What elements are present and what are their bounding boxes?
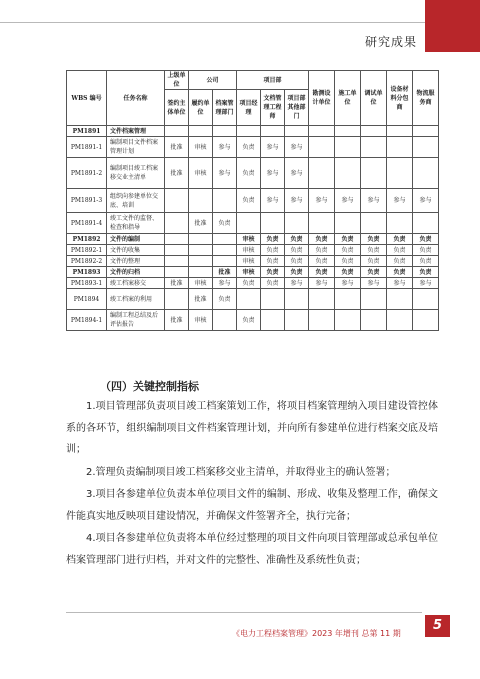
cell-responsibility: 参与 bbox=[261, 137, 285, 158]
cell-responsibility bbox=[165, 256, 189, 267]
cell-wbs: PM1891-4 bbox=[67, 213, 107, 234]
cell-responsibility: 负责 bbox=[387, 234, 413, 245]
table-row bbox=[67, 137, 439, 158]
cell-task: 编制项目文件档案管理计划 bbox=[107, 137, 165, 158]
cell-responsibility bbox=[213, 189, 237, 213]
cell-responsibility: 负责 bbox=[237, 278, 261, 289]
page-number: 5 bbox=[425, 615, 450, 637]
cell-responsibility: 参与 bbox=[309, 278, 335, 289]
cell-responsibility bbox=[237, 289, 261, 310]
cell-responsibility: 参与 bbox=[387, 189, 413, 213]
cell-responsibility: 负责 bbox=[309, 267, 335, 278]
col-header-archive-engineer: 文档管理工程师 bbox=[261, 90, 285, 126]
cell-responsibility: 参与 bbox=[261, 158, 285, 189]
cell-responsibility bbox=[189, 256, 213, 267]
cell-responsibility: 批准 bbox=[189, 289, 213, 310]
cell-wbs: PM1894-1 bbox=[67, 310, 107, 331]
cell-responsibility: 负责 bbox=[237, 189, 261, 213]
cell-wbs: PM1891 bbox=[67, 126, 107, 137]
cell-wbs: PM1892-2 bbox=[67, 256, 107, 267]
col-header-owner-unit: 签约主体单位 bbox=[165, 90, 189, 126]
cell-task: 竣工文件的监督、检查和指导 bbox=[107, 213, 165, 234]
paragraph-2: 2.管理负责编制项目竣工档案移交业主清单，并取得业主的确认签署； bbox=[86, 466, 396, 478]
cell-responsibility bbox=[335, 158, 361, 189]
cell-responsibility: 负责 bbox=[213, 289, 237, 310]
cell-task: 文件的整理 bbox=[107, 256, 165, 267]
cell-responsibility bbox=[309, 289, 335, 310]
col-header-project-dept: 项目部 bbox=[237, 71, 309, 90]
cell-responsibility: 负责 bbox=[361, 256, 387, 267]
cell-responsibility bbox=[309, 158, 335, 189]
cell-responsibility: 负责 bbox=[387, 267, 413, 278]
cell-responsibility: 负责 bbox=[261, 256, 285, 267]
cell-responsibility: 负责 bbox=[237, 310, 261, 331]
cell-responsibility bbox=[387, 289, 413, 310]
cell-responsibility bbox=[335, 289, 361, 310]
cell-responsibility: 审核 bbox=[237, 267, 261, 278]
body-text bbox=[66, 396, 438, 572]
col-header-performance-unit: 履约单位 bbox=[189, 90, 213, 126]
cell-responsibility: 参与 bbox=[213, 278, 237, 289]
table-row bbox=[67, 256, 439, 267]
cell-responsibility bbox=[413, 310, 439, 331]
cell-responsibility: 审核 bbox=[237, 245, 261, 256]
col-header-commissioning: 调试单位 bbox=[361, 71, 387, 126]
cell-responsibility bbox=[285, 126, 309, 137]
cell-wbs: PM1893-1 bbox=[67, 278, 107, 289]
cell-responsibility bbox=[285, 213, 309, 234]
cell-responsibility: 负责 bbox=[285, 245, 309, 256]
cell-responsibility: 审核 bbox=[189, 310, 213, 331]
cell-responsibility bbox=[189, 267, 213, 278]
cell-responsibility bbox=[361, 137, 387, 158]
cell-responsibility: 参与 bbox=[261, 189, 285, 213]
cell-wbs: PM1891-1 bbox=[67, 137, 107, 158]
cell-wbs: PM1891-2 bbox=[67, 158, 107, 189]
cell-responsibility: 参与 bbox=[387, 278, 413, 289]
cell-responsibility bbox=[261, 289, 285, 310]
cell-responsibility bbox=[165, 234, 189, 245]
col-header-logistics: 物流服务商 bbox=[413, 71, 439, 126]
cell-responsibility bbox=[165, 267, 189, 278]
cell-responsibility: 负责 bbox=[261, 234, 285, 245]
col-header-other-dept: 项目部其他部门 bbox=[285, 90, 309, 126]
cell-responsibility: 参与 bbox=[213, 137, 237, 158]
table-row bbox=[67, 278, 439, 289]
cell-responsibility bbox=[189, 234, 213, 245]
cell-responsibility bbox=[413, 158, 439, 189]
cell-responsibility: 负责 bbox=[387, 245, 413, 256]
table-row bbox=[67, 245, 439, 256]
table-row bbox=[67, 213, 439, 234]
cell-responsibility: 负责 bbox=[261, 278, 285, 289]
cell-task: 竣工档案的利用 bbox=[107, 289, 165, 310]
cell-responsibility: 参与 bbox=[285, 189, 309, 213]
cell-responsibility: 批准 bbox=[165, 310, 189, 331]
cell-responsibility bbox=[213, 245, 237, 256]
cell-responsibility bbox=[165, 245, 189, 256]
cell-responsibility: 参与 bbox=[413, 278, 439, 289]
table-row bbox=[67, 234, 439, 245]
col-header-level1-unit: 上级单位 bbox=[165, 71, 189, 90]
cell-responsibility: 负责 bbox=[361, 267, 387, 278]
cell-task: 文件档案管理 bbox=[107, 126, 165, 137]
col-header-project-manager: 项目经理 bbox=[237, 90, 261, 126]
col-header-archive-dept: 档案管理部门 bbox=[213, 90, 237, 126]
cell-responsibility: 批准 bbox=[165, 137, 189, 158]
table-row bbox=[67, 267, 439, 278]
cell-responsibility: 批准 bbox=[165, 278, 189, 289]
cell-responsibility bbox=[387, 213, 413, 234]
cell-task: 组织向参建单位交底、培训 bbox=[107, 189, 165, 213]
cell-responsibility: 参与 bbox=[285, 158, 309, 189]
cell-responsibility: 审核 bbox=[189, 278, 213, 289]
cell-responsibility bbox=[387, 137, 413, 158]
cell-responsibility bbox=[189, 189, 213, 213]
cell-responsibility: 负责 bbox=[413, 245, 439, 256]
cell-responsibility bbox=[387, 126, 413, 137]
cell-responsibility bbox=[335, 213, 361, 234]
footer-rule bbox=[66, 612, 422, 613]
cell-responsibility bbox=[361, 158, 387, 189]
cell-responsibility bbox=[165, 189, 189, 213]
paragraph-3: 3.项目各参建单位负责本单位项目文件的编制、形成、收集及整理工作，确保文件能真实地反映项目建设情况，并确保文件签署齐全，执行完备； bbox=[66, 489, 438, 522]
table-row bbox=[67, 310, 439, 331]
table-body bbox=[67, 126, 439, 331]
cell-task: 编制项目竣工档案移交业主清单 bbox=[107, 158, 165, 189]
cell-responsibility: 负责 bbox=[213, 213, 237, 234]
journal-info: 《电力工程档案管理》2023 年增刊 总第 11 期 bbox=[232, 629, 401, 638]
cell-task: 编制工程总结及后评估报告 bbox=[107, 310, 165, 331]
cell-responsibility bbox=[261, 213, 285, 234]
cell-responsibility bbox=[309, 126, 335, 137]
cell-responsibility bbox=[335, 137, 361, 158]
cell-responsibility bbox=[165, 213, 189, 234]
cell-responsibility: 参与 bbox=[309, 189, 335, 213]
cell-responsibility: 审核 bbox=[189, 158, 213, 189]
cell-responsibility bbox=[261, 126, 285, 137]
table-row bbox=[67, 158, 439, 189]
cell-responsibility: 批准 bbox=[189, 213, 213, 234]
cell-responsibility: 负责 bbox=[261, 267, 285, 278]
header-rule bbox=[0, 22, 425, 23]
header-accent-block bbox=[425, 0, 480, 52]
cell-responsibility bbox=[413, 137, 439, 158]
cell-responsibility: 参与 bbox=[335, 278, 361, 289]
cell-responsibility bbox=[387, 310, 413, 331]
cell-responsibility: 批准 bbox=[213, 267, 237, 278]
cell-responsibility: 审核 bbox=[189, 137, 213, 158]
cell-responsibility: 负责 bbox=[237, 158, 261, 189]
table-row bbox=[67, 189, 439, 213]
cell-responsibility bbox=[213, 234, 237, 245]
section-heading: （四）关键控制指标 bbox=[100, 380, 199, 393]
cell-responsibility: 批准 bbox=[165, 158, 189, 189]
cell-responsibility: 参与 bbox=[413, 189, 439, 213]
page-section-title: 研究成果 bbox=[365, 35, 418, 49]
responsibility-table-container bbox=[66, 70, 438, 331]
cell-responsibility bbox=[165, 126, 189, 137]
cell-responsibility: 参与 bbox=[361, 278, 387, 289]
cell-responsibility bbox=[165, 289, 189, 310]
cell-responsibility: 负责 bbox=[413, 256, 439, 267]
cell-responsibility bbox=[413, 126, 439, 137]
cell-responsibility bbox=[309, 137, 335, 158]
cell-task: 文件的编制 bbox=[107, 234, 165, 245]
cell-responsibility: 负责 bbox=[261, 245, 285, 256]
cell-responsibility bbox=[335, 126, 361, 137]
cell-responsibility bbox=[361, 289, 387, 310]
table-row bbox=[67, 126, 439, 137]
cell-responsibility bbox=[309, 310, 335, 331]
cell-responsibility bbox=[387, 158, 413, 189]
cell-responsibility bbox=[361, 310, 387, 331]
responsibility-matrix-table bbox=[66, 70, 439, 331]
cell-wbs: PM1891-3 bbox=[67, 189, 107, 213]
cell-wbs: PM1893 bbox=[67, 267, 107, 278]
cell-responsibility: 负责 bbox=[335, 256, 361, 267]
col-header-survey-design: 勘测设计单位 bbox=[309, 71, 335, 126]
cell-responsibility: 负责 bbox=[237, 137, 261, 158]
cell-responsibility: 参与 bbox=[361, 189, 387, 213]
col-header-company: 公司 bbox=[189, 71, 237, 90]
cell-responsibility bbox=[189, 245, 213, 256]
cell-responsibility: 负责 bbox=[335, 267, 361, 278]
col-header-construction: 施工单位 bbox=[335, 71, 361, 126]
cell-responsibility bbox=[189, 126, 213, 137]
cell-task: 竣工档案移交 bbox=[107, 278, 165, 289]
cell-responsibility: 负责 bbox=[285, 256, 309, 267]
cell-responsibility: 负责 bbox=[361, 234, 387, 245]
cell-responsibility: 参与 bbox=[335, 189, 361, 213]
col-header-equipment: 设备材料分包商 bbox=[387, 71, 413, 126]
paragraph-4: 4.项目各参建单位负责将本单位经过整理的项目文件向项目管理部或总承包单位档案管理部门进行归档，并对文件的完整性、准确性及系统性负责； bbox=[66, 533, 438, 566]
cell-responsibility: 参与 bbox=[285, 278, 309, 289]
cell-responsibility bbox=[213, 310, 237, 331]
cell-responsibility: 审核 bbox=[237, 234, 261, 245]
cell-responsibility: 负责 bbox=[413, 267, 439, 278]
cell-responsibility: 负责 bbox=[309, 256, 335, 267]
cell-responsibility bbox=[285, 310, 309, 331]
cell-responsibility: 参与 bbox=[285, 137, 309, 158]
cell-responsibility: 审核 bbox=[237, 256, 261, 267]
cell-responsibility: 负责 bbox=[335, 234, 361, 245]
cell-wbs: PM1894 bbox=[67, 289, 107, 310]
cell-responsibility: 负责 bbox=[387, 256, 413, 267]
cell-responsibility bbox=[237, 126, 261, 137]
cell-responsibility: 负责 bbox=[413, 234, 439, 245]
cell-responsibility bbox=[309, 213, 335, 234]
cell-responsibility: 参与 bbox=[213, 158, 237, 189]
paragraph-1: 1.项目管理部负责项目竣工档案策划工作，将项目档案管理纳入项目建设管控体系的各环节，组织编制项目文件档案管理计划，并向所有参建单位进行档案交底及培训； bbox=[66, 401, 438, 455]
cell-responsibility: 负责 bbox=[309, 234, 335, 245]
col-header-task: 任务名称 bbox=[107, 71, 165, 126]
cell-task: 文件的收集 bbox=[107, 245, 165, 256]
cell-responsibility: 负责 bbox=[335, 245, 361, 256]
cell-responsibility bbox=[213, 126, 237, 137]
cell-wbs: PM1892-1 bbox=[67, 245, 107, 256]
cell-responsibility bbox=[361, 126, 387, 137]
cell-responsibility: 负责 bbox=[309, 245, 335, 256]
cell-responsibility: 负责 bbox=[361, 245, 387, 256]
cell-wbs: PM1892 bbox=[67, 234, 107, 245]
table-row bbox=[67, 289, 439, 310]
cell-responsibility bbox=[213, 256, 237, 267]
cell-responsibility: 负责 bbox=[285, 267, 309, 278]
cell-responsibility bbox=[335, 310, 361, 331]
cell-responsibility bbox=[285, 289, 309, 310]
cell-responsibility: 负责 bbox=[285, 234, 309, 245]
cell-responsibility bbox=[361, 213, 387, 234]
cell-responsibility bbox=[413, 289, 439, 310]
col-header-wbs: WBS 编号 bbox=[67, 71, 107, 126]
cell-responsibility bbox=[413, 213, 439, 234]
cell-task: 文件的归档 bbox=[107, 267, 165, 278]
cell-responsibility bbox=[237, 213, 261, 234]
cell-responsibility bbox=[261, 310, 285, 331]
